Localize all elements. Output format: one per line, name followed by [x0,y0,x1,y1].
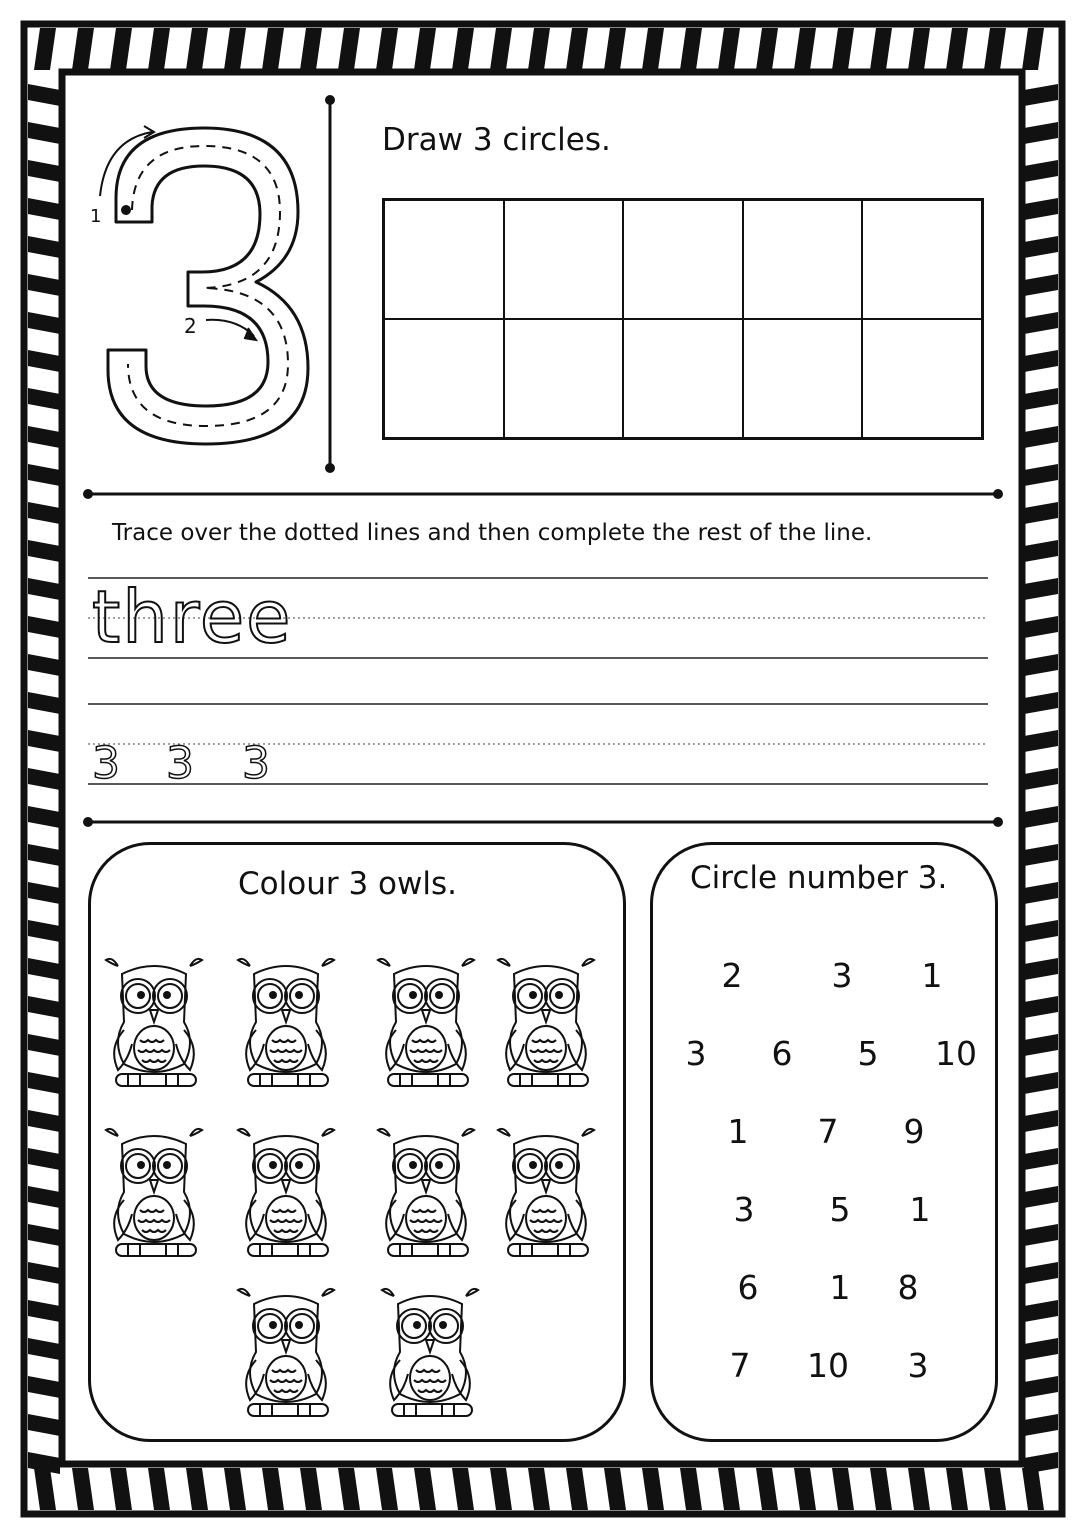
ten-frame [382,198,984,440]
traceable-numeral-1[interactable]: 3 [92,738,120,789]
owl-picture[interactable] [496,952,596,1092]
number-choice[interactable]: 3 [907,1346,929,1385]
number-choice[interactable]: 8 [897,1268,919,1307]
owl-picture[interactable] [496,1122,596,1262]
tracing-numeral-three [86,110,326,460]
owl-picture[interactable] [104,1122,204,1262]
vertical-divider [322,92,338,476]
ten-frame-cell[interactable] [862,319,982,438]
section-divider-top [80,486,1006,502]
owl-picture[interactable] [236,1282,336,1422]
number-choice[interactable]: 10 [935,1034,977,1073]
circle-number-heading: Circle number 3. [690,860,948,896]
trace-instruction: Trace over the dotted lines and then complete the rest of the line. [112,520,873,546]
number-choice[interactable]: 1 [829,1268,851,1307]
number-choice[interactable]: 1 [921,956,943,995]
ten-frame-cell[interactable] [504,200,624,319]
ten-frame-cell[interactable] [623,200,743,319]
number-choice[interactable]: 1 [727,1112,749,1151]
number-choice[interactable]: 7 [729,1346,751,1385]
number-choice[interactable]: 3 [831,956,853,995]
number-choice[interactable]: 1 [909,1190,931,1229]
traceable-numeral-2[interactable]: 3 [166,738,194,789]
owl-picture[interactable] [104,952,204,1092]
number-choice[interactable]: 3 [685,1034,707,1073]
ten-frame-cell[interactable] [384,319,504,438]
ten-frame-cell[interactable] [504,319,624,438]
owl-picture[interactable] [376,1122,476,1262]
number-choice[interactable]: 5 [829,1190,851,1229]
section-divider-bottom [80,814,1006,830]
owl-picture[interactable] [376,952,476,1092]
ten-frame-cell[interactable] [384,200,504,319]
traceable-numeral-3[interactable]: 3 [242,738,270,789]
ten-frame-cell[interactable] [862,200,982,319]
owl-picture[interactable] [236,1122,336,1262]
stroke-label-1: 1 [90,206,102,227]
ten-frame-cell[interactable] [623,319,743,438]
number-choice[interactable]: 6 [737,1268,759,1307]
owl-picture[interactable] [380,1282,480,1422]
owl-picture[interactable] [236,952,336,1092]
ten-frame-cell[interactable] [743,200,863,319]
number-choice[interactable]: 9 [903,1112,925,1151]
ten-frame-heading: Draw 3 circles. [382,122,611,158]
number-choice[interactable]: 10 [807,1346,849,1385]
owls-heading: Colour 3 owls. [238,866,457,902]
number-choice[interactable]: 5 [857,1034,879,1073]
stroke-label-2: 2 [184,314,197,338]
number-choice[interactable]: 6 [771,1034,793,1073]
ten-frame-cell[interactable] [743,319,863,438]
number-choice[interactable]: 7 [817,1112,839,1151]
traceable-word[interactable]: three [92,575,293,659]
number-choice[interactable]: 2 [721,956,743,995]
number-choice[interactable]: 3 [733,1190,755,1229]
